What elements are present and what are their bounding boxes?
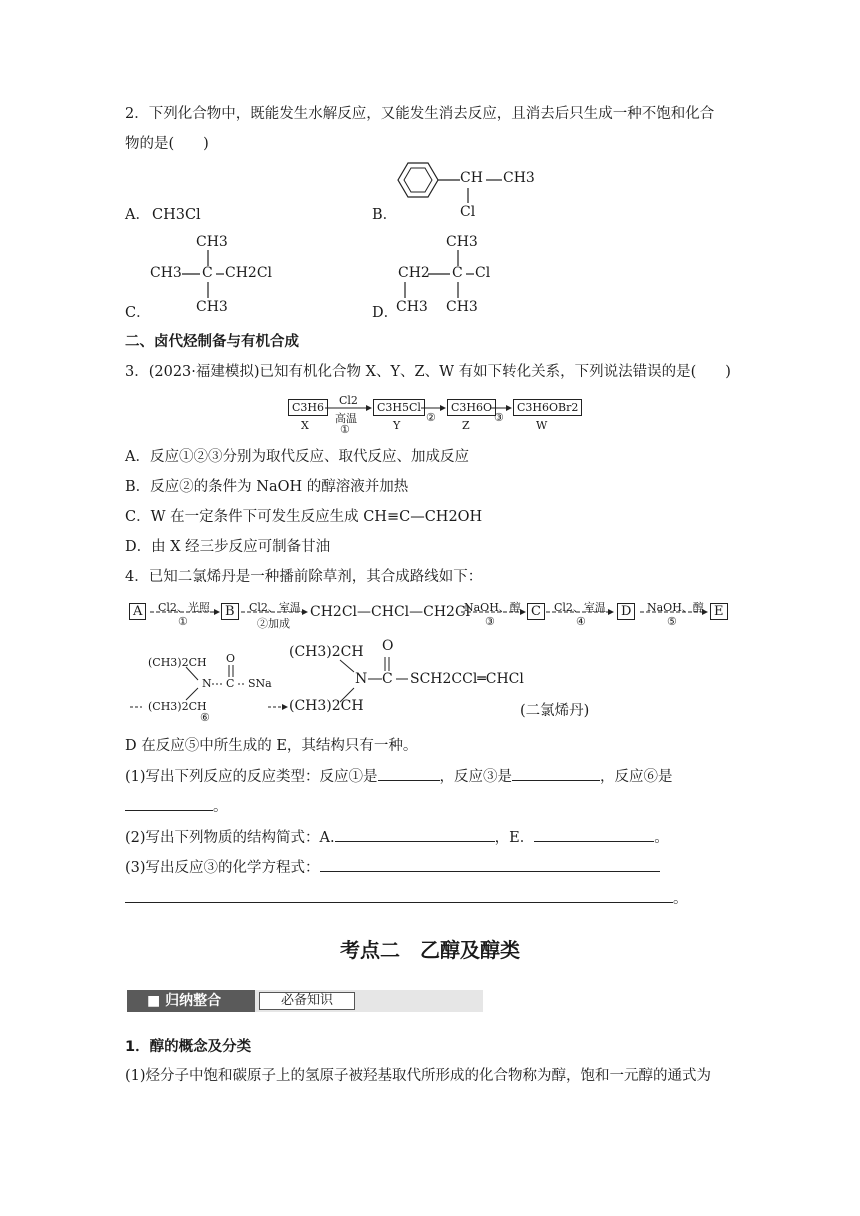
- bond: [186, 688, 198, 700]
- reagent-n: N: [202, 677, 212, 690]
- answer-blank-7[interactable]: [125, 888, 673, 903]
- q4-sub3-text: (3)写出反应③的化学方程式：: [125, 860, 320, 876]
- benzene-inner: [404, 168, 432, 192]
- q3-box-z: C3H6O: [447, 399, 496, 416]
- route-r3-num: ③: [485, 615, 495, 628]
- q2-stem-line2: 物的是( ): [125, 136, 209, 152]
- bond: [340, 660, 354, 672]
- q2-c-top: CH3: [196, 234, 228, 250]
- banner-left-text: 归纳整合: [165, 993, 222, 1009]
- q3-box-x: C3H6: [288, 399, 328, 416]
- answer-blank-6[interactable]: [320, 857, 660, 872]
- q3-option-d: D．由 X 经三步反应可制备甘油: [125, 539, 331, 555]
- q4-sub3-line2: [125, 888, 688, 909]
- reagent-sna: SNa: [248, 677, 272, 690]
- q4-sub2: [125, 827, 669, 848]
- q3-arrow1-num: ①: [340, 423, 350, 436]
- route-box-e: E: [710, 603, 728, 620]
- q2-b-ch3: CH3: [503, 170, 535, 186]
- reagent-bottom-group: (CH3)2CH: [148, 700, 207, 713]
- q4-sub1: [125, 766, 673, 787]
- q3-option-c: C．W 在一定条件下可发生反应生成 CH≡C—CH2OH: [125, 509, 483, 525]
- q4-sub2-part-b: ，E．: [494, 830, 535, 846]
- q2-b-cl: Cl: [460, 204, 476, 220]
- q3-option-a: A．反应①②③分别为取代反应、取代反应、加成反应: [125, 449, 469, 465]
- q3-label-w: W: [536, 419, 548, 432]
- banner-left: ■ 归纳整合: [127, 990, 255, 1012]
- banner-right: 必备知识: [259, 992, 355, 1010]
- q4-sub1-end: 。: [213, 799, 228, 815]
- q4-sub2-part-a: (2)写出下列物质的结构简式：A.: [125, 830, 335, 846]
- route-r5-num: ⑤: [667, 615, 677, 628]
- route-r2-top: Cl2、室温: [249, 601, 301, 614]
- answer-blank-3[interactable]: [125, 796, 213, 811]
- q2-d-center: C: [452, 265, 463, 281]
- q2-c-right: CH2Cl: [225, 265, 273, 281]
- section-heading: 二、卤代烃制备与有机合成: [125, 334, 299, 350]
- section-title: 考点二 乙醇及醇类: [340, 938, 520, 962]
- product-tail: SCH2CCl═CHCl: [410, 671, 524, 687]
- q3-option-b: B．反应②的条件为 NaOH 的醇溶液并加热: [125, 479, 409, 495]
- route-r1-top: Cl2、光照: [158, 601, 210, 614]
- knowledge-banner: [127, 990, 469, 1012]
- answer-blank-1[interactable]: [378, 766, 440, 781]
- route-r5-top: NaOH、醇: [647, 601, 704, 614]
- product-n: N: [355, 671, 368, 687]
- route-box-a: A: [129, 603, 146, 620]
- product-top-group: (CH3)2CH: [289, 644, 364, 660]
- reagent-o: O: [226, 652, 236, 665]
- q2-d-top: CH3: [446, 234, 478, 250]
- q2-c-bottom: CH3: [196, 299, 228, 315]
- product-c: C: [382, 671, 393, 687]
- route-r2-num: ②加成: [257, 617, 290, 630]
- q3-box-w: C3H6OBr2: [513, 399, 582, 416]
- route-box-b: B: [221, 603, 239, 620]
- q2-option-c-label: C．: [125, 305, 151, 321]
- product-o: O: [382, 638, 394, 654]
- sub-heading: 1．醇的概念及分类: [125, 1039, 252, 1055]
- reagent-num: ⑥: [200, 711, 210, 724]
- q2-d-bottom-left: CH3: [396, 299, 428, 315]
- q2-option-b-label: B．: [372, 207, 398, 223]
- q4-sub1-part-a: (1)写出下列反应的反应类型：反应①是: [125, 769, 378, 785]
- route-r4-top: Cl2、室温: [554, 601, 606, 614]
- q2-d-bottom: CH3: [446, 299, 478, 315]
- q2-option-a-formula: CH3Cl: [152, 207, 201, 223]
- route-r3-top: NaOH、醇: [464, 601, 521, 614]
- answer-blank-2[interactable]: [512, 766, 600, 781]
- q2-stem-line1: 2．下列化合物中，既能发生水解反应，又能发生消去反应，且消去后只生成一种不饱和化合: [125, 106, 715, 122]
- reagent-top-group: (CH3)2CH: [148, 656, 207, 669]
- q3-stem: 3．(2023·福建模拟)已知有机化合物 X、Y、Z、W 有如下转化关系，下列说法错误的是( ): [125, 364, 731, 380]
- q2-c-left: CH3: [150, 265, 182, 281]
- body-line: (1)烃分子中饱和碳原子上的氢原子被羟基取代所形成的化合物称为醇，饱和一元醇的通式为: [125, 1068, 712, 1084]
- answer-blank-5[interactable]: [534, 827, 654, 842]
- q2-option-a-label: A．: [125, 207, 150, 223]
- q4-sub1-part-b: ，反应③是: [439, 769, 513, 785]
- q3-arrow1-top: Cl2: [339, 394, 358, 407]
- q4-sub1-part-c: ，反应⑥是: [600, 769, 673, 785]
- q3-label-x: X: [301, 419, 309, 432]
- route-box-d: D: [617, 603, 635, 620]
- q4-sub3: [125, 857, 660, 878]
- reagent-c: C: [226, 677, 235, 690]
- q4-note: D 在反应⑤中所生成的 E，其结构只有一种。: [125, 738, 418, 754]
- route-r4-num: ④: [576, 615, 586, 628]
- q3-box-y: C3H5Cl: [373, 399, 425, 416]
- answer-blank-4[interactable]: [335, 827, 495, 842]
- q4-sub2-end: 。: [654, 830, 669, 846]
- product-name: (二氯烯丹): [520, 703, 590, 719]
- q2-option-d-label: D．: [372, 305, 399, 321]
- q3-arrow1-mid: 高温: [335, 412, 357, 425]
- q3-arrow2-num: ②: [426, 411, 436, 424]
- product-bottom-group: (CH3)2CH: [289, 698, 364, 714]
- q2-d-left: CH2: [398, 265, 430, 281]
- q3-arrow3-num: ③: [494, 411, 504, 424]
- q2-b-ch: CH: [460, 170, 483, 186]
- q3-label-y: Y: [393, 419, 401, 432]
- route-r1-num: ①: [178, 615, 188, 628]
- q3-label-z: Z: [462, 419, 470, 432]
- q4-sub1-line2: [125, 796, 228, 817]
- q4-stem: 4．已知二氯烯丹是一种播前除草剂，其合成路线如下：: [125, 569, 483, 585]
- q2-c-center: C: [202, 265, 213, 281]
- route-box-c: C: [527, 603, 545, 620]
- q2-d-right: Cl: [475, 265, 491, 281]
- route-middle-compound: CH2Cl—CHCl—CH2Cl: [310, 604, 471, 620]
- q4-sub3-end: 。: [673, 891, 688, 907]
